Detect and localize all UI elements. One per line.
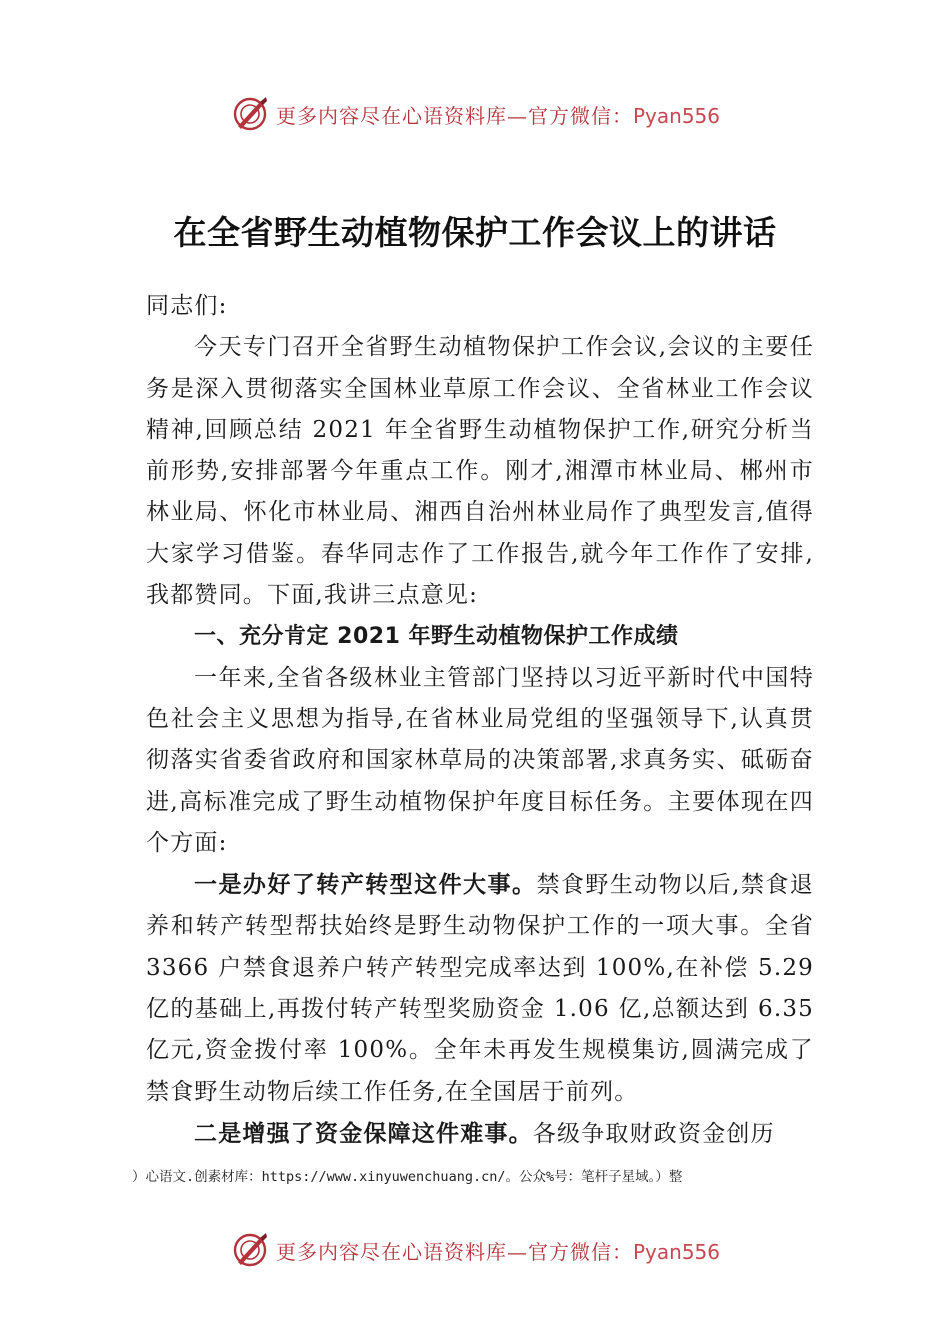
intro-paragraph: 今天专门召开全省野生动植物保护工作会议,会议的主要任务是深入贯彻落实全国林业草原工作会议、全省林业工作会议精神,回顾总结 2021 年全省野生动植物保护工作,研究分析当前形势,安排部署今年重点工作。刚才,湘潭市林业局、郴州市林业局、怀化市林业局、湘西自治州林业局作了典型发言,值得大家学习借鉴。春华同志作了工作报告,就今年工作作了安排,我都赞同。下面,我讲三点意见: [146, 334, 814, 609]
banner-prefix: 更多内容尽在心语资料库—官方微信： [275, 103, 633, 128]
banner-prefix: 更多内容尽在心语资料库—官方微信： [275, 1239, 633, 1264]
point-2-body: 各级争取财政资金创历 [532, 1120, 775, 1147]
banner-text [276, 100, 720, 129]
salutation: 同志们: [146, 293, 228, 319]
wechat-id: Pyan556 [632, 103, 720, 128]
brand-logo-icon [230, 1230, 270, 1270]
footer-note: ）心语文.创素材库：https://www.xinyuwenchuang.cn/。公众%号：笔杆子星域。）整 [132, 1169, 683, 1185]
header-banner [0, 92, 950, 136]
page-title: 在全省野生动植物保护工作会议上的讲话 [173, 213, 777, 252]
section1-intro-paragraph: 一年来,全省各级林业主管部门坚持以习近平新时代中国特色社会主义思想为指导,在省林业局党组的坚强领导下,认真贯彻落实省委省政府和国家林草局的决策部署,求真务实、砥砺奋进,高标准完成了野生动植物保护年度目标任务。主要体现在四个方面: [146, 664, 814, 856]
brand-logo-icon [230, 94, 270, 134]
section-heading-1: 一、充分肯定 2021 年野生动植物保护工作成绩 [194, 624, 679, 650]
point-1-lead: 一是办好了转产转型这件大事。 [194, 871, 537, 899]
point-2-lead: 二是增强了资金保障这件难事。 [194, 1119, 533, 1147]
point-1-body: 禁食野生动物以后,禁食退养和转产转型帮扶始终是野生动物保护工作的一项大事。全省 3366 户禁食退养户转产转型完成率达到 100%,在补偿 5.29 亿的基础上,再拨付转产转型奖励资金 1.06 亿,总额达到 6.35 亿元,资金拨付率 100%。全年未再发生规模集访,圆满完成了禁食野生动物后续工作任务,在全国居于前列。 [146, 872, 814, 1105]
document-body [146, 286, 814, 1155]
point-2-paragraph [146, 1113, 814, 1155]
point-1-paragraph [146, 864, 814, 1113]
banner-text [276, 1236, 720, 1265]
wechat-id: Pyan556 [632, 1239, 720, 1264]
footer-banner [0, 1228, 950, 1272]
